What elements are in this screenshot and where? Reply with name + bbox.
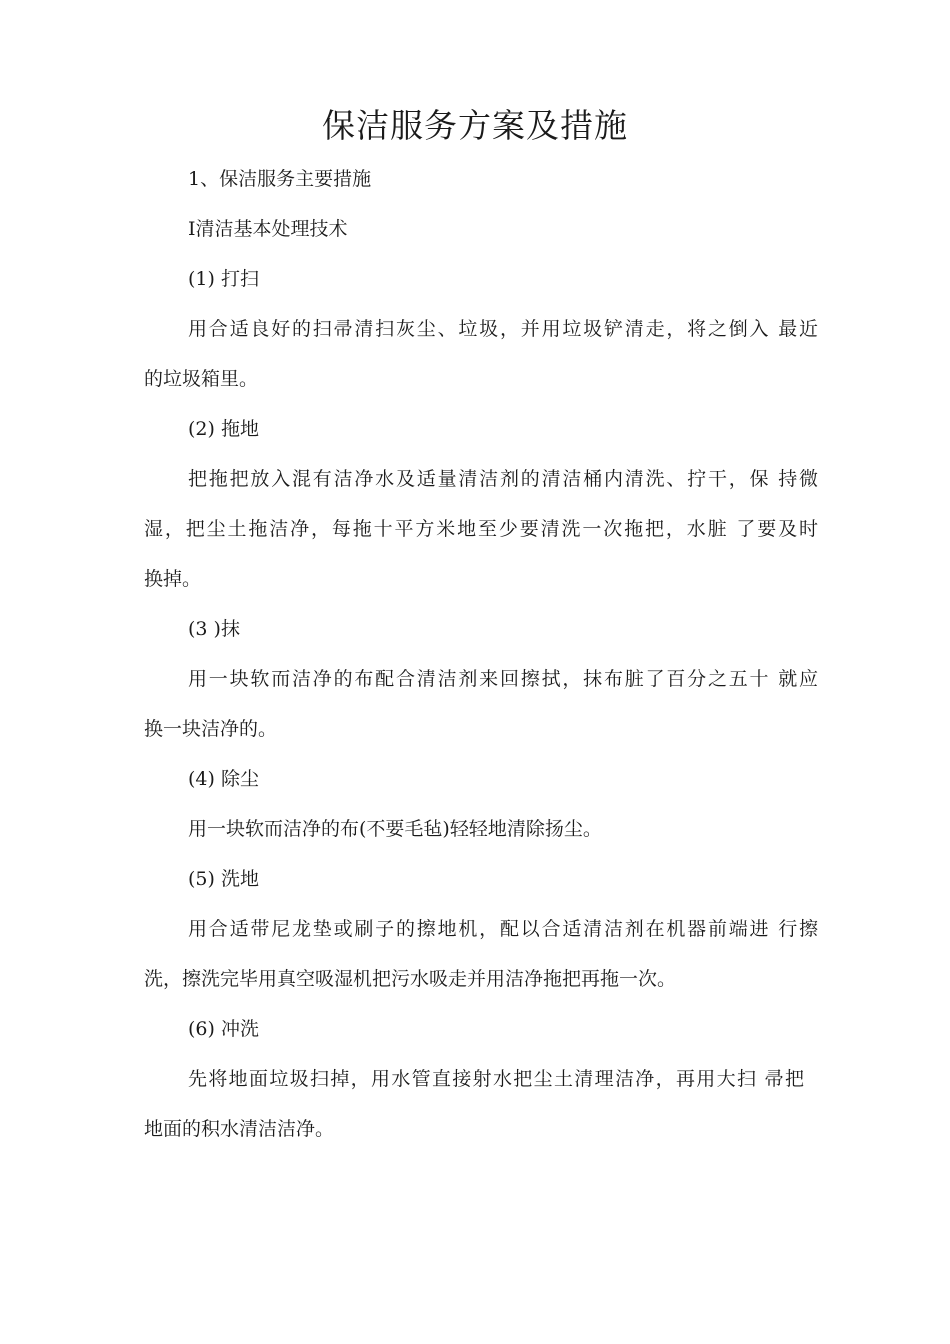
paragraph-line: 洗，擦洗完毕用真空吸湿机把污水吸走并用洁净拖把再拖一次。: [144, 968, 677, 990]
paragraph-line: 用一块软而洁净的布(不要毛毡)轻轻地清除扬尘。: [188, 818, 602, 840]
paragraph-line: 用合适带尼龙垫或刷子的擦地机，配以合适清洁剂在机器前端进 行擦: [188, 918, 818, 940]
paragraph-line: 换一块洁净的。: [144, 718, 278, 740]
item-heading-sweep: (1) 打扫: [188, 268, 259, 290]
paragraph-line: 换掉。: [144, 568, 202, 590]
paragraph-line: 先将地面垃圾扫掉，用水管直接射水把尘土清理洁净，再用大扫 帚把: [188, 1068, 804, 1090]
sub-heading: Ⅰ清洁基本处理技术: [188, 218, 348, 240]
section-heading: 1、保洁服务主要措施: [188, 168, 372, 190]
paragraph-line: 用合适良好的扫帚清扫灰尘、垃圾，并用垃圾铲清走，将之倒入 最近: [188, 318, 818, 340]
item-heading-mop: (2) 拖地: [188, 418, 259, 440]
item-heading-dust: (4) 除尘: [188, 768, 259, 790]
paragraph-line: 把拖把放入混有洁净水及适量清洁剂的清洁桶内清洗、拧干，保 持微: [188, 468, 818, 490]
item-heading-scrub: (5) 洗地: [188, 868, 259, 890]
paragraph-line: 的垃圾箱里。: [144, 368, 259, 390]
paragraph-line: 湿，把尘土拖洁净，每拖十平方米地至少要清洗一次拖把，水脏 了要及时: [144, 518, 818, 540]
item-heading-rinse: (6) 冲洗: [188, 1018, 259, 1040]
paragraph-line: 地面的积水清洁洁净。: [144, 1118, 335, 1140]
item-heading-wipe: (3 )抹: [188, 618, 240, 640]
paragraph-line: 用一块软而洁净的布配合清洁剂来回擦拭，抹布脏了百分之五十 就应: [188, 668, 818, 690]
document-title: 保洁服务方案及措施: [322, 106, 628, 145]
